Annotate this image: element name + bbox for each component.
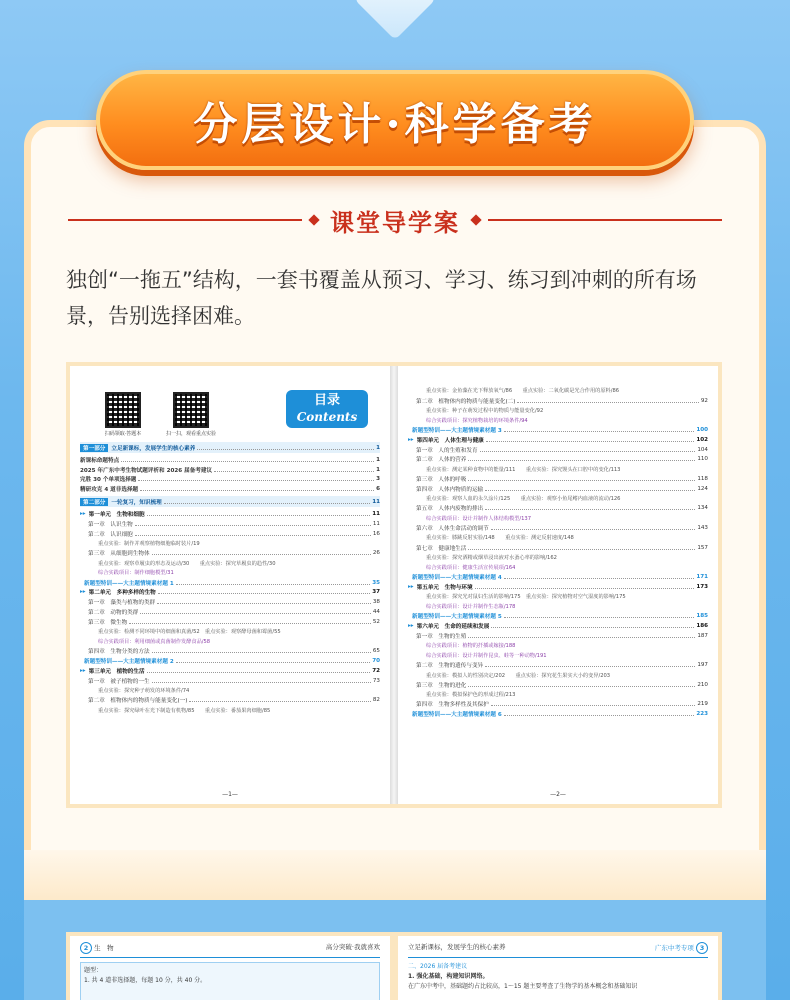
toc-row-label: 重点实验：探究光对鼠妇生活的影响/175 重点实验：探究植物对空气湿度的影响/175 bbox=[426, 594, 626, 601]
toc-row-label: 重点实验：模拟保护色的形成过程/213 bbox=[426, 692, 516, 699]
toc-leader-dots bbox=[135, 522, 371, 526]
toc-row-page: 44 bbox=[372, 609, 380, 616]
toc-row-ch bbox=[80, 529, 380, 539]
toc-leader-dots bbox=[468, 457, 695, 461]
toc-row-label: 第一章 认识生物 bbox=[88, 521, 133, 528]
toc-row-page: 210 bbox=[697, 681, 708, 688]
book-spread-2 bbox=[66, 932, 722, 1000]
toc-row-page: 37 bbox=[372, 589, 380, 596]
toc-row-label: 第一章 人的生殖和发育 bbox=[416, 447, 478, 454]
toc-row-page: 26 bbox=[372, 550, 380, 557]
qr-caption-2: 扫一扫，观看重点实验 bbox=[166, 431, 217, 437]
toc-row-label: 第一单元 生物和细胞 bbox=[88, 512, 145, 519]
toc-row-label: 第三章 微生物 bbox=[88, 619, 128, 626]
toc-leader-dots bbox=[504, 712, 695, 716]
toc-row-ch bbox=[408, 484, 708, 494]
toc-row-page: 104 bbox=[697, 446, 708, 453]
toc-list-left bbox=[80, 440, 380, 715]
toc-row-label: 第一章 藻类与植物的类群 bbox=[88, 600, 156, 607]
toc-row-page: 11 bbox=[372, 498, 380, 505]
toc-row-blue bbox=[408, 611, 708, 621]
toc-row-label: 综合实践项目：设计并制作人体结构模型/137 bbox=[426, 515, 532, 522]
toc-leader-dots bbox=[152, 551, 371, 555]
toc-row-label: 第五单元 生物与环境 bbox=[416, 584, 473, 591]
toc-leader-dots bbox=[197, 446, 374, 450]
inner-line-2: 1. 强化基础，构建知识网络。 bbox=[408, 973, 489, 980]
toc-leader-dots bbox=[152, 649, 371, 653]
toc-leader-dots bbox=[491, 624, 694, 628]
inner-page-left bbox=[70, 936, 390, 1000]
toc-row-sub bbox=[80, 539, 380, 549]
toc-part-tag: 第二部分 bbox=[80, 498, 108, 506]
toc-row-label: 新题型特训——大主题情境素材题 5 bbox=[412, 614, 502, 621]
toc-row-page: 11 bbox=[372, 511, 380, 518]
toc-row-sub bbox=[80, 705, 380, 715]
toc-row-page: 16 bbox=[372, 530, 380, 537]
page-number-right: —2— bbox=[550, 791, 566, 798]
toc-leader-dots bbox=[121, 458, 374, 462]
chevron-right-icon: ▸▸ bbox=[80, 589, 86, 596]
toc-row-blue bbox=[408, 572, 708, 582]
book-spine bbox=[390, 366, 398, 804]
toc-leader-dots bbox=[468, 683, 695, 687]
chevron-right-icon: ▸▸ bbox=[80, 511, 86, 518]
toc-leader-dots bbox=[468, 477, 695, 481]
toc-row-ch bbox=[408, 445, 708, 455]
toc-leader-dots bbox=[214, 468, 374, 472]
chevron-right-icon: ▸▸ bbox=[80, 667, 86, 674]
inner-badge: 广东中考专项 bbox=[654, 944, 694, 952]
inner-box bbox=[80, 962, 380, 1000]
toc-row-sub bbox=[80, 558, 380, 568]
toc-leader-dots bbox=[485, 663, 695, 667]
toc-row-ch bbox=[408, 474, 708, 484]
toc-row-label: 第三章 生物的进化 bbox=[416, 682, 467, 689]
toc-leader-dots bbox=[468, 634, 695, 638]
toc-row-part bbox=[80, 442, 380, 453]
inner-subject: 生 物 bbox=[94, 944, 114, 952]
toc-row-label: 新题型特训——大主题情境素材题 3 bbox=[412, 428, 502, 435]
toc-leader-dots bbox=[485, 487, 695, 491]
inner-header-right bbox=[408, 942, 708, 958]
toc-row-sub bbox=[408, 494, 708, 504]
toc-row-ch bbox=[408, 396, 708, 406]
toc-row-pur bbox=[408, 513, 708, 523]
toc-leader-dots bbox=[504, 428, 695, 432]
qr-caption-1: 扫码领取·答题本 bbox=[104, 431, 142, 437]
toc-row-label: 完胜 30 个单项选择题 bbox=[80, 477, 137, 484]
toc-row-label: 精研攻克 4 道非选择题 bbox=[80, 487, 139, 494]
toc-row-pur bbox=[408, 641, 708, 651]
toc-part-tag: 第一部分 bbox=[80, 444, 108, 452]
toc-row-sub bbox=[408, 592, 708, 602]
toc-row-label: 第七章 健康地生活 bbox=[416, 545, 467, 552]
toc-row-sub bbox=[408, 670, 708, 680]
toc-row-label: 一轮复习，知识梳理 bbox=[111, 499, 162, 506]
toc-row-unit bbox=[80, 509, 380, 519]
toc-leader-dots bbox=[138, 477, 374, 481]
section-line-left bbox=[68, 219, 302, 221]
toc-row-pur bbox=[408, 415, 708, 425]
inner-header-left bbox=[80, 942, 380, 958]
toc-row-page: 3 bbox=[376, 476, 380, 483]
book-spread bbox=[66, 362, 722, 808]
toc-row-label: 重点实验：制作并观察植物细胞临时装片/19 bbox=[98, 540, 200, 547]
toc-row-page: 73 bbox=[372, 677, 380, 684]
toc-row-page: 134 bbox=[697, 505, 708, 512]
toc-row-page: 38 bbox=[372, 599, 380, 606]
toc-row-page: 219 bbox=[697, 701, 708, 708]
toc-row-bold bbox=[80, 475, 380, 485]
toc-leader-dots bbox=[152, 679, 371, 683]
toc-row-page: 186 bbox=[696, 623, 708, 630]
toc-row-sub bbox=[408, 533, 708, 543]
toc-row-label: 新题型特训——大主题情境素材题 4 bbox=[412, 575, 502, 582]
toc-row-ch bbox=[80, 646, 380, 656]
inner-box-line: 1. 共 4 道非选择题，每题 10 分，共 40 分。 bbox=[84, 977, 207, 984]
toc-row-label: 综合实践项目：设计并制作昆虫、蛙等一种动物/191 bbox=[426, 652, 547, 659]
toc-row-unit bbox=[408, 621, 708, 631]
toc-row-sub bbox=[80, 627, 380, 637]
toc-leader-dots bbox=[486, 438, 695, 442]
toc-row-label: 重点实验：检测不同环境中的细菌和真菌/52 重点实验：观察酵母菌和霉菌/55 bbox=[98, 629, 281, 636]
toc-row-sub bbox=[408, 690, 708, 700]
toc-leader-dots bbox=[158, 590, 370, 594]
toc-row-label: 重点实验：探究种子萌发的环境条件/74 bbox=[98, 687, 190, 694]
toc-row-bold bbox=[80, 484, 380, 494]
toc-row-ch bbox=[408, 631, 708, 641]
toc-row-sub bbox=[408, 553, 708, 563]
toc-row-ch bbox=[80, 607, 380, 617]
toc-leader-dots bbox=[504, 614, 695, 618]
toc-row-page: 11 bbox=[372, 520, 380, 527]
toc-row-pur bbox=[408, 602, 708, 612]
toc-row-ch bbox=[80, 597, 380, 607]
section-dot-left bbox=[308, 214, 319, 225]
toc-row-pur bbox=[80, 637, 380, 647]
toc-row-sub bbox=[408, 406, 708, 416]
toc-row-label: 第四单元 人体生理与健康 bbox=[416, 437, 484, 444]
toc-leader-dots bbox=[491, 526, 696, 530]
toc-page-right bbox=[398, 366, 718, 804]
toc-leader-dots bbox=[147, 669, 371, 673]
toc-row-ch bbox=[80, 548, 380, 558]
title-banner bbox=[96, 70, 694, 170]
toc-row-label: 综合实践项目：制作细胞模型/31 bbox=[98, 570, 174, 577]
toc-leader-dots bbox=[129, 620, 371, 624]
qr-block-2 bbox=[166, 392, 216, 437]
toc-row-unit bbox=[408, 435, 708, 445]
toc-row-bold bbox=[80, 465, 380, 475]
toc-row-label: 第三章 从细胞到生物体 bbox=[88, 551, 150, 558]
toc-row-bold bbox=[80, 455, 380, 465]
toc-row-ch bbox=[80, 519, 380, 529]
intro-text: 独创“一拖五”结构，一套书覆盖从预习、学习、练习到冲刺的所有场景，告别选择困难。 bbox=[66, 268, 697, 328]
toc-row-label: 重点实验：膝跳反射实验/148 重点实验：测定反射速度/148 bbox=[426, 535, 574, 542]
toc-row-label: 重点实验：测定某种食物中的能量/111 重点实验：探究馒头在口腔中的变化/113 bbox=[426, 466, 621, 473]
toc-leader-dots bbox=[135, 532, 371, 536]
qr-block-1 bbox=[98, 392, 148, 437]
toc-row-label: 第一章 被子植物的一生 bbox=[88, 678, 150, 685]
toc-row-page: 143 bbox=[697, 525, 708, 532]
banner-title: 分层设计·科学备考 bbox=[193, 99, 597, 150]
toc-row-label: 新题型特训——大主题情境素材题 6 bbox=[412, 712, 502, 719]
toc-row-label: 重点实验：观察人血的永久涂片/125 重点实验：观察小鱼尾鳍内血液的流动/126 bbox=[426, 496, 621, 503]
section-title: 课堂导学案 bbox=[330, 207, 460, 237]
toc-row-blue bbox=[80, 578, 380, 588]
toc-row-label: 第三章 人体的呼吸 bbox=[416, 477, 467, 484]
toc-row-blue bbox=[408, 709, 708, 719]
toc-row-ch bbox=[408, 523, 708, 533]
toc-row-label: 新题型特训——大主题情境素材题 2 bbox=[84, 659, 174, 666]
toc-row-page: 110 bbox=[697, 456, 708, 463]
toc-row-label: 第二单元 多种多样的生物 bbox=[88, 590, 156, 597]
toc-row-ch bbox=[408, 660, 708, 670]
toc-leader-dots bbox=[176, 581, 370, 585]
toc-row-label: 第二章 植物体内的物质与能量变化(二) bbox=[416, 398, 516, 405]
toc-row-pur bbox=[80, 568, 380, 578]
toc-row-label: 综合实践项目：探究植物栽培的环境条件/94 bbox=[426, 417, 528, 424]
toc-leader-dots bbox=[189, 698, 370, 702]
inner-box-title: 题型： bbox=[84, 967, 103, 974]
toc-leader-dots bbox=[475, 585, 695, 589]
chevron-right-icon: ▸▸ bbox=[408, 583, 414, 590]
toc-leader-dots bbox=[157, 600, 371, 604]
toc-row-page: 118 bbox=[697, 476, 708, 483]
toc-row-unit bbox=[408, 582, 708, 592]
toc-row-page: 65 bbox=[372, 648, 380, 655]
toc-page-left bbox=[70, 366, 390, 804]
toc-leader-dots bbox=[140, 610, 371, 614]
qr-code-icon bbox=[173, 392, 209, 428]
toc-row-label: 综合实践项目：利用细菌或真菌制作发酵食品/58 bbox=[98, 638, 211, 645]
toc-row-page: 100 bbox=[696, 427, 708, 434]
toc-row-page: 187 bbox=[697, 632, 708, 639]
toc-row-page: 173 bbox=[696, 583, 708, 590]
toc-row-label: 第二章 生物的遗传与变异 bbox=[416, 663, 484, 670]
toc-row-page: 1 bbox=[376, 466, 380, 473]
inner-slogan: 高分突破·我就喜欢 bbox=[325, 943, 380, 951]
inner-line-1: 二、2026 届备考建议 bbox=[408, 963, 468, 970]
toc-leader-dots bbox=[480, 448, 696, 452]
inner-page-num-left: 2 bbox=[80, 942, 92, 954]
toc-row-label: 综合实践项目：健康生活宣传展项/164 bbox=[426, 564, 516, 571]
toc-leader-dots bbox=[140, 487, 374, 491]
section-header bbox=[68, 202, 722, 238]
section-dot-right bbox=[470, 214, 481, 225]
toc-row-page: 72 bbox=[372, 667, 380, 674]
inner-header-title: 立足新课标，发展学生的核心素养 bbox=[408, 943, 506, 951]
toc-row-page: 82 bbox=[372, 697, 380, 704]
toc-row-part bbox=[80, 496, 380, 507]
toc-row-label: 第二章 认识细胞 bbox=[88, 531, 133, 538]
toc-row-page: 102 bbox=[696, 436, 708, 443]
toc-leader-dots bbox=[517, 399, 698, 403]
toc-leader-dots bbox=[176, 659, 370, 663]
toc-row-label: 综合实践项目：设计并制作生态瓶/178 bbox=[426, 603, 516, 610]
toc-row-label: 立足新课标，发展学生的核心素养 bbox=[111, 445, 196, 452]
toc-row-sub bbox=[408, 464, 708, 474]
toc-row-label: 第一章 生物的生殖 bbox=[416, 633, 467, 640]
toc-badge bbox=[286, 390, 368, 428]
toc-row-page: 171 bbox=[696, 574, 708, 581]
toc-row-page: 6 bbox=[376, 486, 380, 493]
qr-code-icon bbox=[105, 392, 141, 428]
chevron-right-icon: ▸▸ bbox=[408, 623, 414, 630]
toc-row-label: 第四章 生物多样性及其保护 bbox=[416, 702, 489, 709]
toc-row-unit bbox=[80, 666, 380, 676]
card-bottom-strip bbox=[24, 850, 766, 902]
toc-leader-dots bbox=[468, 546, 695, 550]
toc-row-label: 重点实验：种子在萌发过程中的物质与能量变化/92 bbox=[426, 407, 544, 414]
toc-row-ch bbox=[80, 617, 380, 627]
toc-row-page: 197 bbox=[697, 662, 708, 669]
toc-row-page: 185 bbox=[696, 613, 708, 620]
toc-row-ch bbox=[408, 543, 708, 553]
toc-row-ch bbox=[80, 695, 380, 705]
inner-line-3: 在广东中考中，基础题约占比较高，1～15 题主要考查了生物学的基本概念和基础知识 bbox=[408, 983, 638, 990]
toc-row-page: 124 bbox=[697, 485, 708, 492]
toc-row-page: 157 bbox=[697, 544, 708, 551]
page-number-left: —1— bbox=[222, 791, 238, 798]
toc-row-ch bbox=[408, 455, 708, 465]
toc-row-label: 第六单元 生命的延续和发展 bbox=[416, 624, 490, 631]
toc-row-label: 第四章 生物分类的方法 bbox=[88, 649, 150, 656]
toc-row-label: 第四章 人体内物质的运输 bbox=[416, 486, 484, 493]
chevron-right-icon: ▸▸ bbox=[408, 436, 414, 443]
toc-leader-dots bbox=[147, 512, 371, 516]
toc-row-page: 35 bbox=[372, 579, 380, 586]
toc-list-right bbox=[408, 386, 708, 719]
toc-row-ch bbox=[80, 676, 380, 686]
toc-leader-dots bbox=[164, 500, 370, 504]
toc-row-sub bbox=[80, 686, 380, 696]
toc-row-label: 重点实验：模拟人的性别决定/202 重点实验：探究花生果实大小的变异/203 bbox=[426, 672, 611, 679]
toc-row-blue bbox=[408, 425, 708, 435]
toc-row-label: 2025 年广东中考生物试题评析和 2026 届备考建议 bbox=[80, 467, 213, 474]
toc-row-page: 1 bbox=[376, 444, 380, 451]
toc-row-pur bbox=[408, 562, 708, 572]
toc-row-label: 第二章 动物的类群 bbox=[88, 610, 139, 617]
toc-row-label: 综合实践项目：植物的扦插或嫁接/188 bbox=[426, 643, 516, 650]
toc-row-label: 第二章 植物体内的物质与能量变化(一) bbox=[88, 698, 188, 705]
toc-row-label: 重点实验：探究酒精或烟草浸出液对水蚤心率的影响/162 bbox=[426, 554, 557, 561]
toc-row-label: 重点实验：金鱼藻在光下释放氧气/86 重点实验：二氧化碳是光合作用的原料/86 bbox=[426, 388, 620, 395]
toc-row-label: 第三单元 植物的生活 bbox=[88, 668, 145, 675]
toc-row-page: 92 bbox=[700, 397, 708, 404]
toc-row-ch bbox=[408, 680, 708, 690]
toc-row-label: 第二章 人体的营养 bbox=[416, 457, 467, 464]
toc-row-page: 70 bbox=[372, 658, 380, 665]
toc-leader-dots bbox=[504, 575, 695, 579]
inner-page-right bbox=[398, 936, 718, 1000]
toc-row-label: 重点实验：观察草履虫的形态及运动/30 重点实验：探究草履虫的趋性/30 bbox=[98, 560, 276, 567]
toc-row-label: 第六章 人体生命活动的调节 bbox=[416, 526, 489, 533]
toc-row-label: 新课标命题特点 bbox=[80, 457, 120, 464]
toc-row-page: 1 bbox=[376, 456, 380, 463]
toc-row-label: 新题型特训——大主题情境素材题 1 bbox=[84, 580, 174, 587]
toc-title: 目录 bbox=[313, 393, 340, 408]
toc-row-blue bbox=[80, 656, 380, 666]
toc-leader-dots bbox=[491, 702, 696, 706]
toc-row-label: 第五章 人体内废物的排出 bbox=[416, 506, 484, 513]
toc-row-unit bbox=[80, 588, 380, 598]
toc-leader-dots bbox=[485, 506, 695, 510]
toc-row-ch bbox=[408, 504, 708, 514]
toc-row-page: 223 bbox=[696, 711, 708, 718]
toc-row-pur bbox=[408, 651, 708, 661]
section-line-right bbox=[488, 219, 722, 221]
toc-subtitle: Contents bbox=[296, 410, 358, 424]
inner-page-num-right: 3 bbox=[696, 942, 708, 954]
toc-row-sub bbox=[408, 386, 708, 396]
toc-row-ch bbox=[408, 700, 708, 710]
toc-row-label: 重点实验：探究绿叶在光下制造有机物/85 重点实验：番茄果肉细胞/85 bbox=[98, 707, 271, 714]
toc-row-page: 52 bbox=[372, 618, 380, 625]
